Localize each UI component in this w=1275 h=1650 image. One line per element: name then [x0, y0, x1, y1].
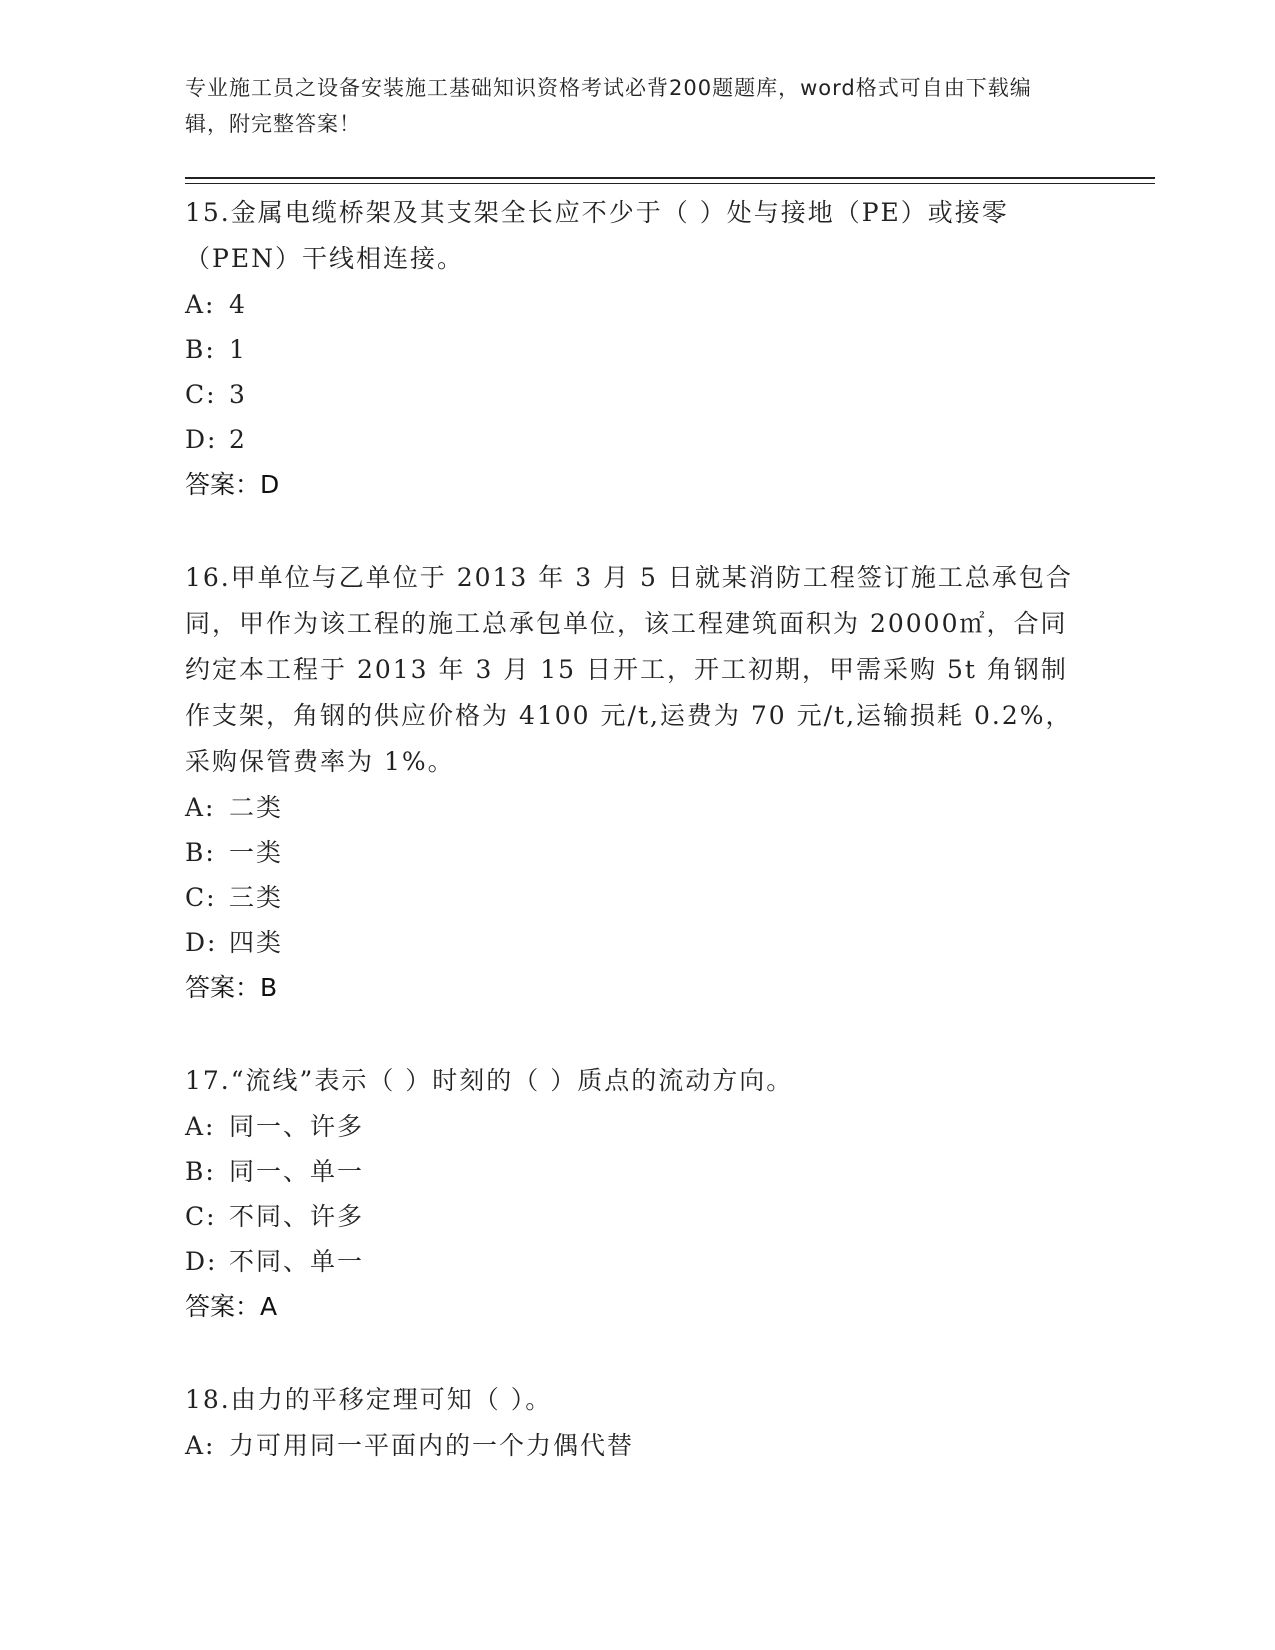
option-label: C: — [185, 1202, 217, 1231]
option-text: 三类 — [229, 883, 284, 912]
option-a — [185, 282, 1085, 327]
option-c — [185, 372, 1085, 417]
option-b — [185, 1149, 1085, 1194]
option-a — [185, 785, 1085, 830]
question-stem: 16.甲单位与乙单位于 2013 年 3 月 5 日就某消防工程签订施工总承包合同，甲作为该工程的施工总承包单位，该工程建筑面积为 20000㎡，合同约定本工程于 2013 年 3 月 15 日开工，开工初期，甲需采购 5t 角钢制作支架，角钢的供应价格为 4100 元/t,运费为 70 元/t,运输损耗 0.2%，采购保管费率为 1%。 — [185, 563, 1073, 776]
option-label: A: — [185, 1112, 216, 1141]
option-text: 二类 — [229, 793, 284, 822]
option-d — [185, 417, 1085, 462]
answer-line: 答案：D — [185, 470, 280, 499]
option-text: 不同、许多 — [229, 1202, 365, 1231]
answer-line: 答案：A — [185, 1292, 278, 1321]
option-text: 不同、单一 — [229, 1247, 365, 1276]
option-label: B: — [185, 1157, 216, 1186]
option-text: 4 — [229, 290, 247, 319]
option-text: 四类 — [229, 928, 284, 957]
option-label: A: — [185, 1431, 216, 1460]
option-label: C: — [185, 380, 217, 409]
question-stem: 15.金属电缆桥架及其支架全长应不少于（ ）处与接地（PE）或接零（PEN）干线相连接。 — [185, 198, 1009, 273]
option-label: B: — [185, 335, 216, 364]
option-label: D: — [185, 425, 218, 454]
option-text: 1 — [229, 335, 247, 364]
question-15 — [185, 190, 1085, 508]
document-title: 专业施工员之设备安装施工基础知识资格考试必背200题题库，word格式可自由下载编辑，附完整答案！ — [185, 76, 1032, 136]
answer-line: 答案：B — [185, 973, 278, 1002]
option-text: 一类 — [229, 838, 284, 867]
option-d — [185, 1239, 1085, 1284]
option-d — [185, 920, 1085, 965]
option-text: 力可用同一平面内的一个力偶代替 — [229, 1431, 635, 1460]
option-text: 2 — [229, 425, 247, 454]
document-header — [185, 70, 1085, 142]
option-text: 3 — [229, 380, 247, 409]
option-c — [185, 1194, 1085, 1239]
option-label: C: — [185, 883, 217, 912]
option-text: 同一、单一 — [229, 1157, 365, 1186]
option-text: 同一、许多 — [229, 1112, 365, 1141]
option-label: B: — [185, 838, 216, 867]
option-a — [185, 1104, 1085, 1149]
question-stem: 17.“流线”表示（ ）时刻的（ ）质点的流动方向。 — [185, 1066, 794, 1095]
header-divider — [185, 177, 1155, 179]
option-label: A: — [185, 793, 216, 822]
option-label: D: — [185, 928, 218, 957]
question-17 — [185, 1058, 1085, 1330]
option-label: D: — [185, 1247, 218, 1276]
option-c — [185, 875, 1085, 920]
option-b — [185, 327, 1085, 372]
option-label: A: — [185, 290, 216, 319]
question-18 — [185, 1377, 1085, 1468]
option-b — [185, 830, 1085, 875]
option-a — [185, 1423, 1085, 1468]
header-divider-thin — [185, 183, 1155, 184]
question-list — [185, 190, 1085, 1515]
question-16 — [185, 555, 1085, 1011]
question-stem: 18.由力的平移定理可知（ ）。 — [185, 1385, 553, 1414]
